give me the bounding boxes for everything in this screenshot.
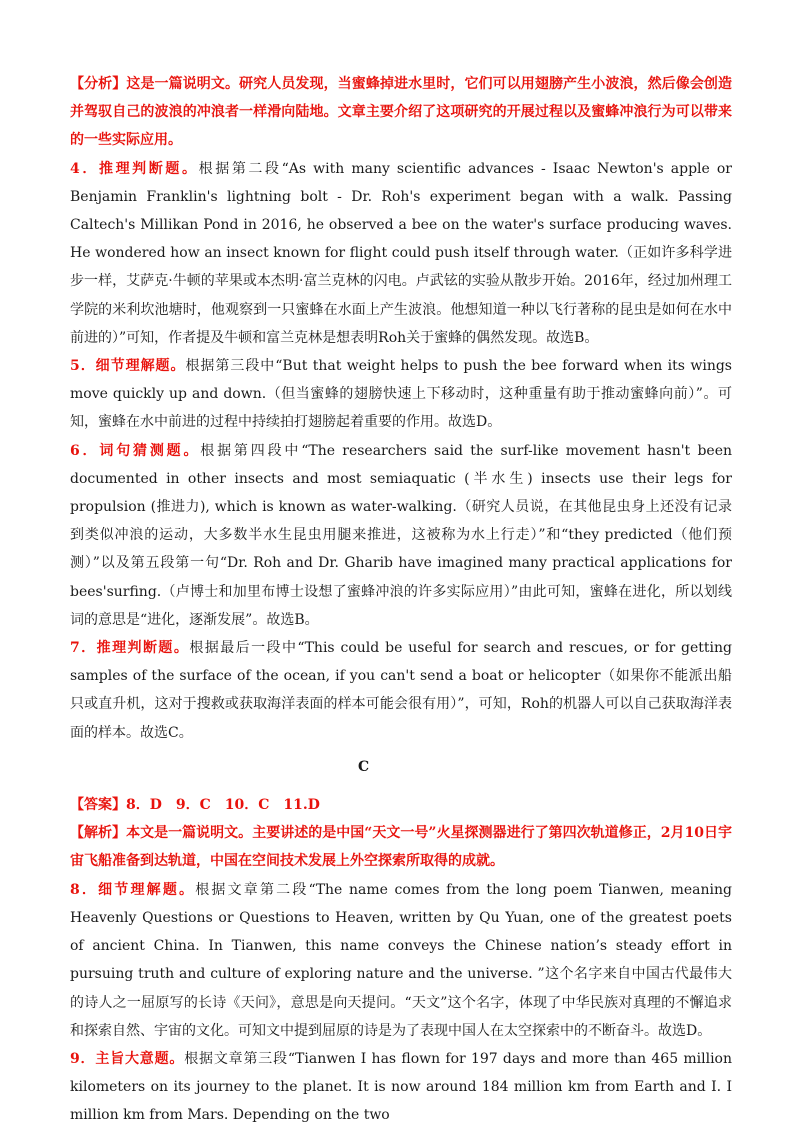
question-6-paragraph xyxy=(70,437,732,634)
analysis-text: 这是一篇说明文。研究人员发现，当蜜蜂掉进水里时，它们可以用翅膀产生小波浪，然后像会创造并驾驭自己的波浪的冲浪者一样滑向陆地。文章主要介绍了这项研究的开展过程以及蜜蜂冲浪行为可以带来的一些实际应用。 xyxy=(70,76,733,149)
question-8-paragraph xyxy=(70,876,732,1045)
question-9-label: 9．主旨大意题。 xyxy=(70,1050,185,1067)
question-5-label: 5．细节理解题。 xyxy=(70,358,186,375)
question-5-paragraph xyxy=(70,352,732,437)
answer-tag: 【答案】 xyxy=(70,797,126,814)
question-9-paragraph xyxy=(70,1045,732,1130)
question-4-text: 根据第二段“As with many scientific advances - Isaac Newton's apple or Benjamin Franklin's lightning bolt - Dr. Roh's experiment began with a walk. Passing Caltech's Millikan Pond in 2016, he observed a bee on the water's surface producing waves. He wondered how an insect known for flight could push itself through water.（正如许多科学进步一样，艾萨克·牛顿的苹果或本杰明·富兰克林的闪电。卢武铉的实验从散步开始。2016年，经过加州理工学院的米利坎池塘时，他观察到一只蜜蜂在水面上产生波浪。他想知道一种以飞行著称的昆虫是如何在水中前进的）”可知，作者提及牛顿和富兰克林是想表明Roh关于蜜蜂的偶然发现。故选B。 xyxy=(70,160,733,346)
question-6-text: 根据第四段中“The researchers said the surf-like movement hasn't been documented in other insects and most semiaquatic (半水生) insects use their legs for propulsion (推进力), which is known as water-walking.（研究人员说，在其他昆虫身上还没有记录到类似冲浪的运动，大多数半水生昆虫用腿来推进，这被称为水上行走）”和“they predicted（他们预测）”以及第五段第一句“Dr. Roh and Dr. Gharib have imagined many practical applications for bees'surfing.（卢博士和加里布博士设想了蜜蜂冲浪的许多实际应用）”由此可知，蜜蜂在进化，所以划线词的意思是“进化，逐渐发展”。故选B。 xyxy=(70,442,732,628)
explanation-paragraph xyxy=(70,819,732,875)
question-4-paragraph xyxy=(70,155,732,352)
document-page xyxy=(70,70,732,1130)
answer-text: 8．D 9．C 10．C 11.D xyxy=(126,797,320,814)
answer-letter: C xyxy=(358,758,370,775)
analysis-tag: 【分析】 xyxy=(70,76,127,92)
question-9-text: 根据文章第三段“Tianwen I has flown for 197 days and more than 465 million kilometers on its journey to the planet. It is now around 184 million km from Earth and I. I million km from Mars. Depending on the two xyxy=(70,1050,732,1124)
question-5-text: 根据第三段中“But that weight helps to push the bee forward when its wings move quickly up and down.（但当蜜蜂的翅膀快速上下移动时，这种重量有助于推动蜜蜂向前）”。可知，蜜蜂在水中前进的过程中持续拍打翅膀起着重要的作用。故选D。 xyxy=(70,358,732,431)
question-6-label: 6．词句猜测题。 xyxy=(70,442,201,459)
explanation-text: 本文是一篇说明文。主要讲述的是中国“天文一号”火星探测器进行了第四次轨道修正，2月10日宇宙飞船准备到达轨道，中国在空间技术发展上外空探索所取得的成就。 xyxy=(70,825,733,870)
question-4-label: 4．推理判断题。 xyxy=(70,160,199,177)
explanation-tag: 【解析】 xyxy=(70,825,127,842)
question-7-text: 根据最后一段中“This could be useful for search and rescues, or for getting samples of the surface of the ocean, if you can't send a boat or helicopter（如果你不能派出船只或直升机，这对于搜救或获取海洋表面的样本可能会很有用）”，可知，Roh的机器人可以自己获取海洋表面的样本。故选C。 xyxy=(70,640,733,741)
question-7-paragraph xyxy=(70,634,732,747)
question-8-text: 根据文章第二段“The name comes from the long poem Tianwen, meaning Heavenly Questions or Questions to Heaven, written by Qu Yuan, one of the greatest poets of ancient China. In Tianwen, this name conveys the Chinese nation’s steady effort in pursuing truth and culture of exploring nature and the universe. ”这个名字来自中国古代最伟大的诗人之一屈原写的长诗《天问》，意思是向天提问。“天文”这个名字，体现了中华民族对真理的不懈追求和探索自然、宇宙的文化。可知文中提到屈原的诗是为了表现中国人在太空探索中的不断奋斗。故选D。 xyxy=(70,881,732,1039)
question-7-label: 7．推理判断题。 xyxy=(70,640,190,657)
analysis-paragraph xyxy=(70,70,732,155)
question-8-label: 8．细节理解题。 xyxy=(70,881,196,898)
answer-paragraph xyxy=(70,791,732,819)
